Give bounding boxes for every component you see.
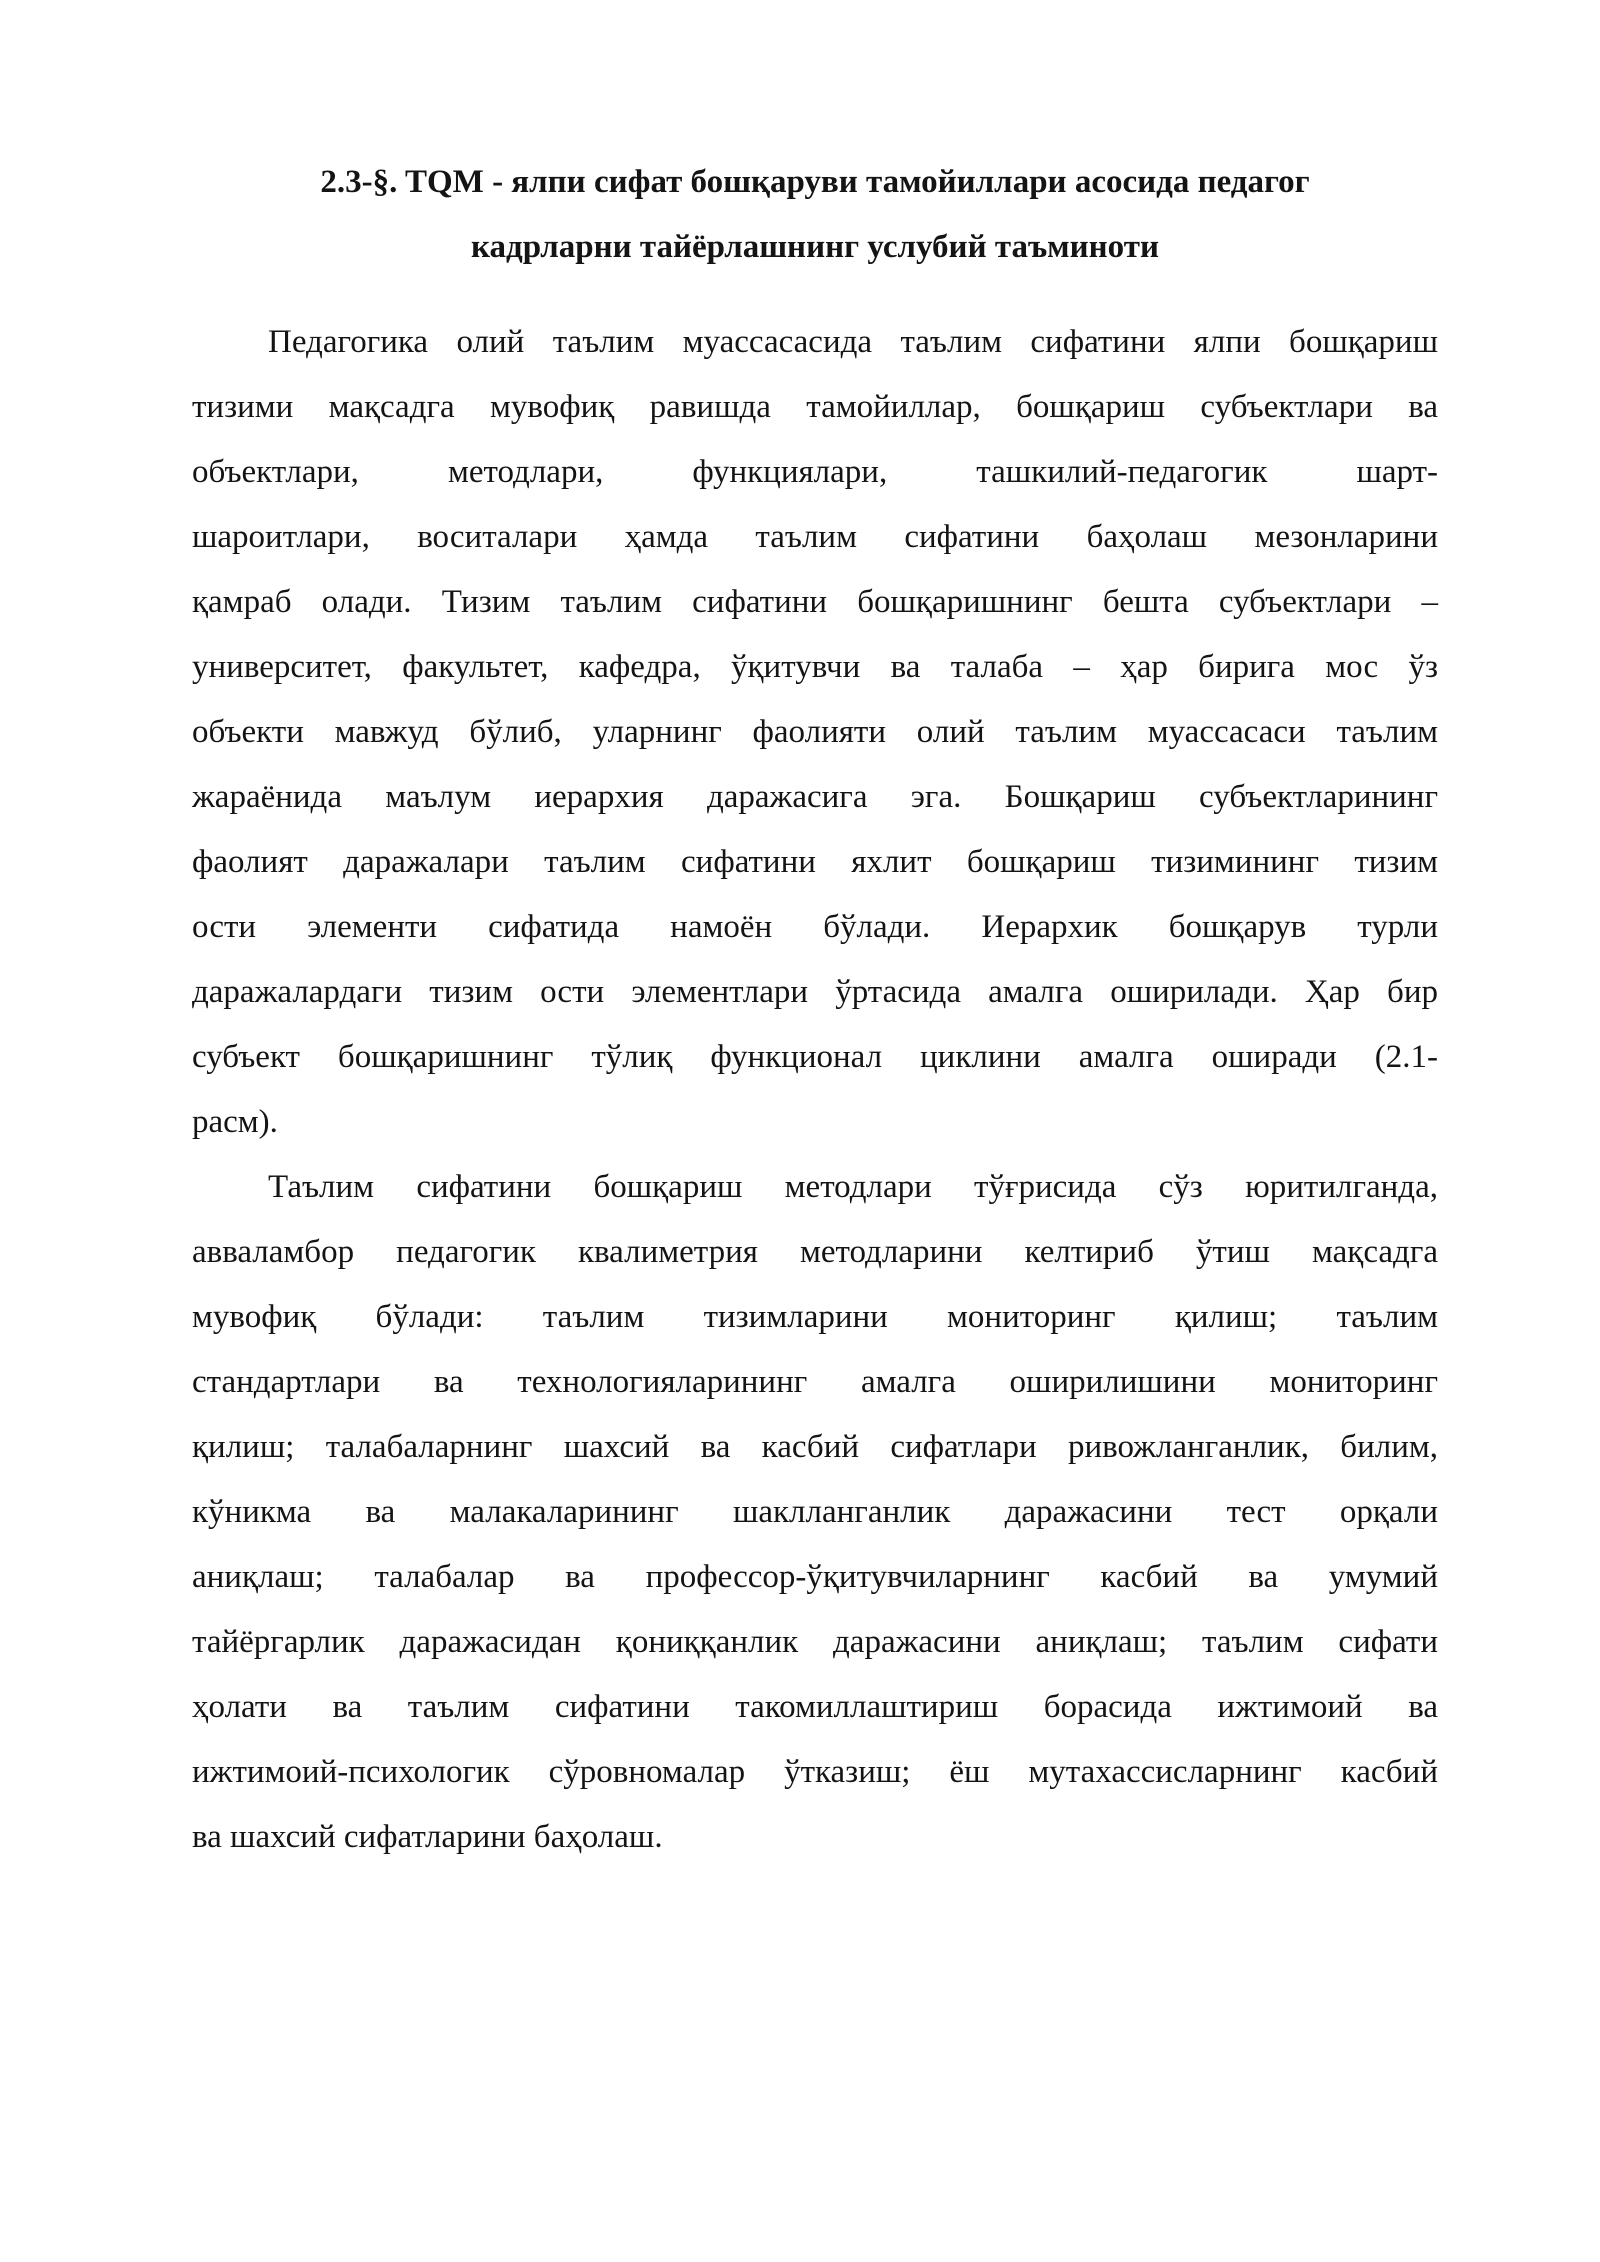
paragraph-2-line: қилиш; талабаларнинг шахсий ва касбий сифатлари ривожланганлик, билим, bbox=[192, 1429, 1438, 1465]
paragraph-2-line: ҳолати ва таълим сифатини такомиллаштириш борасида ижтимоий ва bbox=[192, 1689, 1438, 1725]
paragraph-1 bbox=[192, 310, 1438, 1155]
paragraph-1-line: тизими мақсадга мувофиқ равишда тамойиллар, бошқариш субъектлари ва bbox=[192, 389, 1438, 425]
paragraph-2 bbox=[192, 1155, 1438, 1870]
heading-line-2: кадрларни тайёрлашнинг услубий таъминоти bbox=[471, 229, 1159, 265]
heading-line-1: 2.3-§. TQM - ялпи сифат бошқаруви тамойиллари асосида педагог bbox=[320, 164, 1310, 200]
paragraph-1-line: фаолият даражалари таълим сифатини яхлит бошқариш тизимининг тизим bbox=[192, 844, 1438, 880]
paragraph-1-line: қамраб олади. Тизим таълим сифатини бошқаришнинг бешта субъектлари – bbox=[192, 584, 1438, 620]
paragraph-1-line: шароитлари, воситалари ҳамда таълим сифатини баҳолаш мезонларини bbox=[192, 519, 1438, 555]
paragraph-1-line: жараёнида маълум иерархия даражасига эга. Бошқариш субъектларининг bbox=[192, 779, 1438, 815]
paragraph-1-line: университет, факультет, кафедра, ўқитувчи ва талаба – ҳар бирига мос ўз bbox=[192, 649, 1438, 685]
paragraph-2-line: тайёргарлик даражасидан қониққанлик даражасини аниқлаш; таълим сифати bbox=[192, 1624, 1438, 1660]
paragraph-2-line: аниқлаш; талабалар ва профессор-ўқитувчиларнинг касбий ва умумий bbox=[192, 1559, 1438, 1595]
paragraph-1-line: расм). bbox=[192, 1104, 278, 1140]
paragraph-1-line: ости элементи сифатида намоён бўлади. Иерархик бошқарув турли bbox=[192, 909, 1438, 945]
paragraph-2-line: кўникма ва малакаларининг шаклланганлик даражасини тест орқали bbox=[192, 1494, 1438, 1530]
paragraph-1-line: Педагогика олий таълим муассасасида таълим сифатини ялпи бошқариш bbox=[268, 324, 1438, 360]
paragraph-2-line: ижтимоий-психологик сўровномалар ўтказиш; ёш мутахассисларнинг касбий bbox=[192, 1754, 1438, 1790]
paragraph-2-line: стандартлари ва технологияларининг амалга оширилишини мониторинг bbox=[192, 1364, 1438, 1400]
paragraph-1-line: субъект бошқаришнинг тўлиқ функционал циклини амалга оширади (2.1- bbox=[192, 1039, 1438, 1075]
paragraph-1-line: объекти мавжуд бўлиб, уларнинг фаолияти олий таълим муассасаси таълим bbox=[192, 714, 1438, 750]
paragraph-1-line: объектлари, методлари, функциялари, ташкилий-педагогик шарт- bbox=[192, 454, 1438, 490]
document-page bbox=[192, 150, 1438, 1870]
section-heading bbox=[192, 150, 1438, 280]
paragraph-2-line: Таълим сифатини бошқариш методлари тўғрисида сўз юритилганда, bbox=[268, 1169, 1438, 1205]
paragraph-1-line: даражалардаги тизим ости элементлари ўртасида амалга оширилади. Ҳар бир bbox=[192, 974, 1438, 1010]
paragraph-2-line: ва шахсий сифатларини баҳолаш. bbox=[192, 1819, 663, 1855]
paragraph-2-line: мувофиқ бўлади: таълим тизимларини мониторинг қилиш; таълим bbox=[192, 1299, 1438, 1335]
paragraph-2-line: авваламбор педагогик квалиметрия методларини келтириб ўтиш мақсадга bbox=[192, 1234, 1438, 1270]
